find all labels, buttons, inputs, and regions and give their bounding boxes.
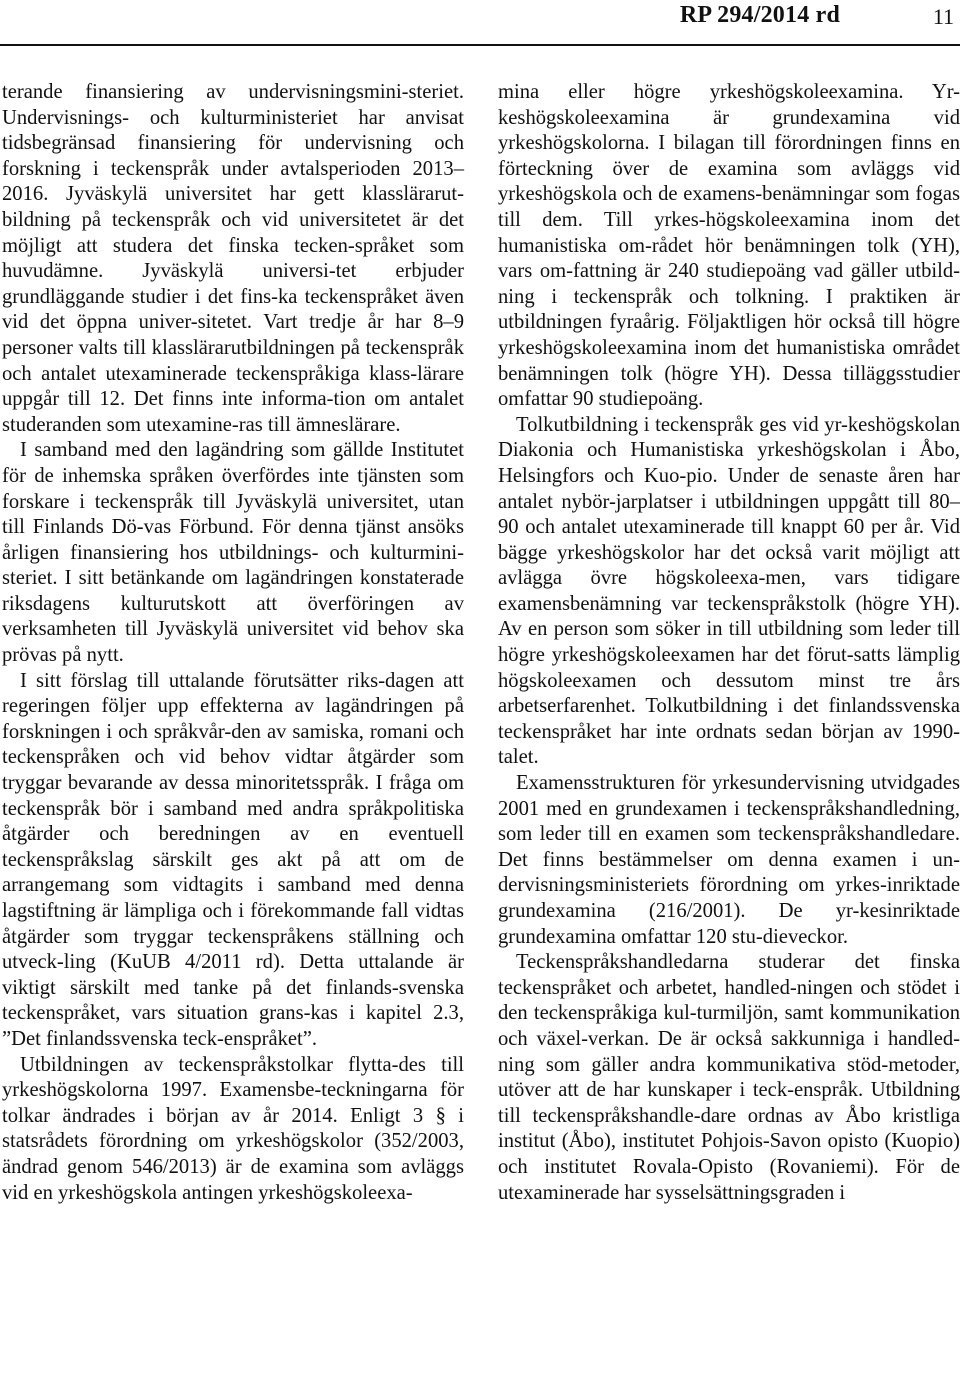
document-reference: RP 294/2014 rd	[679, 2, 840, 28]
page-number: 11	[932, 4, 954, 29]
paragraph: I samband med den lagändring som gällde Institutet för de inhemska språken överfördes inte tjänsten som forskare i teckenspråk till Jyväskylä universitet, utan till Finlands Dö-vas Förbund. För denna tjänst ansöks årligen finansiering hos utbildnings- och kulturmini-steriet. I sitt betänkande om lagändringen konstaterade riksdagens kulturutskott att överföringen av verksamheten till Jyväskylä universitet vid behov ska prövas på nytt.	[2, 439, 464, 667]
right-column	[498, 80, 960, 1206]
left-column	[2, 80, 464, 1206]
paragraph: Utbildningen av teckenspråkstolkar flytta-des till yrkeshögskolorna 1997. Examensbe-teckningarna för tolkar ändrades i början av år 2014. Enligt 3 § i statsrådets förordning om yrkeshögskolor (352/2003, ändrad genom 546/2013) är de examina som avläggs vid en yrkeshögskola antingen yrkeshögskoleexa-	[2, 1053, 464, 1204]
paragraph: Teckenspråkshandledarna studerar det finska teckenspråket och arbetet, handled-ningen och stödet i den teckenspråkiga kul-turmiljön, samt kommunikation och växel-verkan. De är också sakkunniga i handled-ning som gäller andra kommunikativa stöd-metoder, utöver att de har kunskaper i teck-enspråk. Utbildning till teckenspråkshandle-dare ordnas av Åbo kristliga institut (Åbo), institutet Pohjois-Savon opisto (Kuopio) och institutet Rovala-Opisto (Rovaniemi). För de utexaminerade har sysselsättningsgraden i	[498, 951, 960, 1204]
page-header	[0, 0, 960, 52]
paragraph: Tolkutbildning i teckenspråk ges vid yr-keshögskolan Diakonia och Humanistiska yrkeshögskolan i Åbo, Helsingfors och Kuo-pio. Under de senaste åren har antalet nybör-jarplatser i utbildningen uppgått till 80–90 och antalet utexaminerade till knappt 60 per år. Vid bägge yrkeshögskolor har det också varit möjligt att avlägga övre högskoleexa-men, vars tidigare examensbenämning var teckenspråkstolk (högre YH). Av en person som söker in till utbildning som leder till högre yrkeshögskoleexamen har det förut-satts lämplig högskoleexamen och dessutom minst tre års arbetserfarenhet. Tolkutbildning i det finlandssvenska teckenspråket har inte ordnats sedan början av 1990-talet.	[498, 413, 960, 769]
paragraph: I sitt förslag till uttalande förutsätter riks-dagen att regeringen följer upp effekterna av lagändringen på forskningen i och språkvår-den av samiska, romani och teckenspråken och vid behov vidtar åtgärder som tryggar bevarande av dessa minoritetsspråk. I fråga om teckenspråk bör i samband med andra språkpolitiska åtgärder och beredningen av en eventuell teckenspråkslag särskilt ges akt på att om de arrangemang som vidtagits i samband med denna lagstiftning är lämpliga och i förekommande fall vidtas åtgärder som tryggar teckenspråkens ställning och utveck-ling (KuUB 4/2011 rd). Detta uttalande är viktigt särskilt med tanke på det finlands-svenska teckenspråket, vars situation grans-kas i kapitel 2.3, ”Det finlandssvenska teck-enspråket”.	[2, 669, 464, 1050]
paragraph: mina eller högre yrkeshögskoleexamina. Yr-keshögskoleexamina är grundexamina vid yrkeshögskolorna. I bilagan till förordningen finns en förteckning över de examina som avläggs vid yrkeshögskola och de examens-benämningar som fogas till dem. Till yrkes-högskoleexamina inom det humanistiska om-rådet hör benämningen tolk (YH), vars om-fattning är 240 studiepoäng vad gäller utbild-ning i teckenspråk och tolkning. I praktiken är utbildningen fyraårig. Följaktligen hör också till högre yrkeshögskoleexamina inom det humanistiska området benämningen tolk (högre YH). Dessa tilläggsstudier omfattar 90 studiepoäng.	[498, 81, 960, 411]
header-rule	[0, 44, 960, 46]
paragraph: Examensstrukturen för yrkesundervisning utvidgades 2001 med en grundexamen i teckenspråkshandledning, som leder till en examen som teckenspråkshandledare. Det finns bestämmelser om denna examen i un-dervisningsministeriets förordning om yrkes-inriktade grundexamina (216/2001). De yr-kesinriktade grundexamina omfattar 120 stu-dieveckor.	[498, 772, 960, 948]
paragraph: terande finansiering av undervisningsmini-steriet. Undervisnings- och kulturministeriet har anvisat tidsbegränsad finansiering för undervisning och forskning i teckenspråk under avtalsperioden 2013–2016. Jyväskylä universitet har gett klasslärarut-bildning på teckenspråk och vid universitetet är det möjligt att studera det finska tecken-språket som huvudämne. Jyväskylä universi-tet erbjuder grundläggande studier i det fins-ka teckenspråket även vid det öppna univer-sitetet. Vart tredje år har 8–9 personer valts till klasslärarutbildningen på teckenspråk och antalet utexaminerade teckenspråkiga klass-lärare uppgår till 12. Det finns inte informa-tion om antalet studeranden som utexamine-ras till ämneslärare.	[2, 81, 464, 436]
